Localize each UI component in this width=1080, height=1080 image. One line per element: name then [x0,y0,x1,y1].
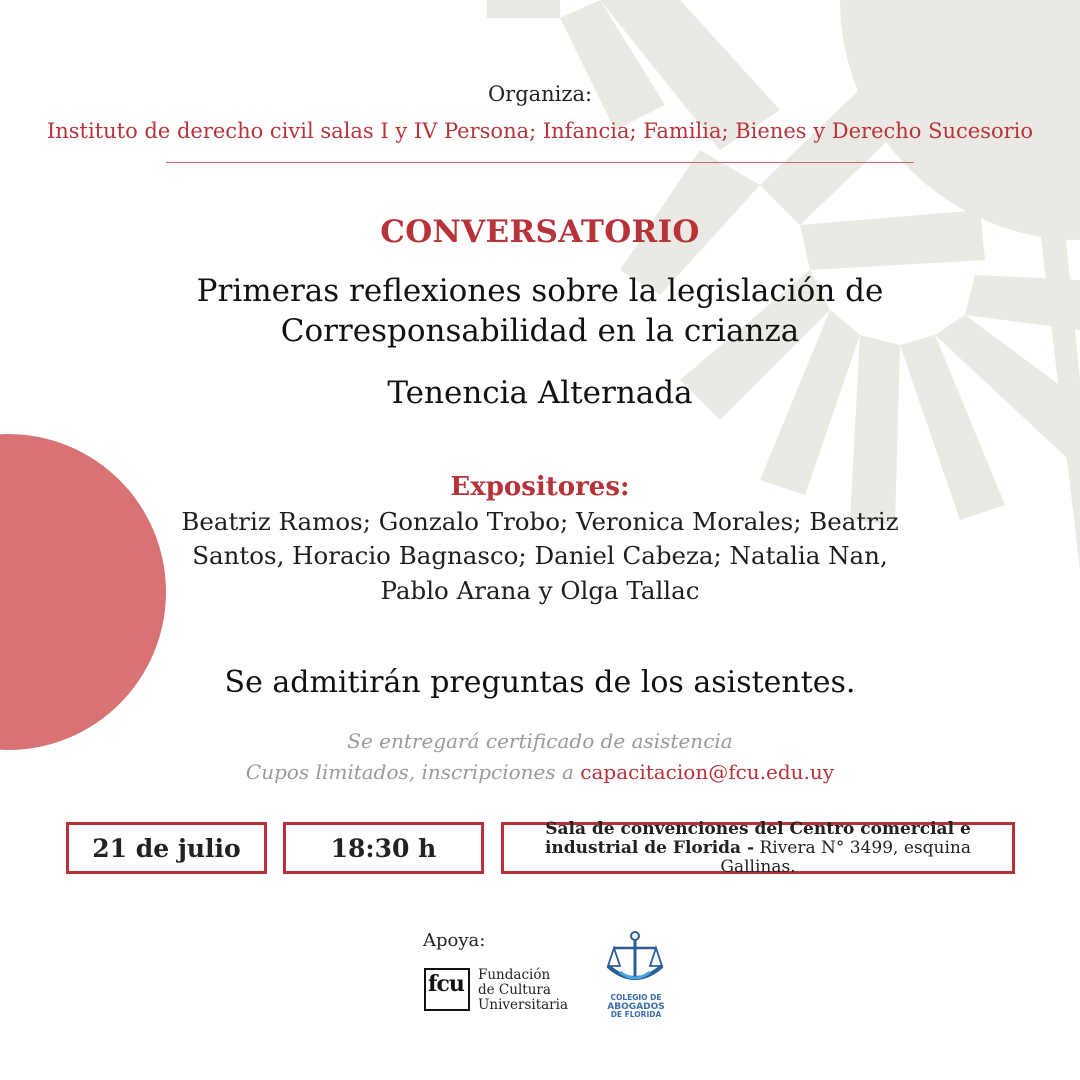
organiza-label: Organiza: [487,82,593,106]
event-title-line1: Primeras reflexiones sobre la legislación de [196,273,884,309]
expositores-line2: Santos, Horacio Bagnasco; Daniel Cabeza; Natalia Nan, [192,541,888,570]
event-title-line2: Corresponsabilidad en la crianza [280,313,800,349]
certificate-note: Se entregará certificado de asistencia [347,729,733,753]
event-date: 21 de julio [92,833,241,863]
fcu-name-line3: Universitaria [478,997,568,1013]
event-venue [518,820,998,877]
event-time: 18:30 h [330,833,437,863]
questions-note: Se admitirán preguntas de los asistentes. [224,665,856,700]
colegio-line1: COLEGIO DE [610,993,662,1002]
registration-prefix: Cupos limitados, inscripciones a [245,760,581,784]
colegio-line3: DE FLORIDA [610,1010,662,1019]
time-box [283,822,484,874]
organizer-name: Instituto de derecho civil salas I y IV Persona; Infancia; Familia; Bienes y Derecho Sucesorio [46,119,1034,143]
event-subtitle: Tenencia Alternada [387,375,693,411]
colegio-line2: ABOGADOS [607,1001,665,1012]
registration-note [0,760,1080,784]
fcu-name [478,968,568,1013]
fcu-logo-text: fcu [428,971,464,997]
expositores-label: Expositores: [450,472,630,502]
colegio-abogados-name [598,994,674,1020]
expositores-line1: Beatriz Ramos; Gonzalo Trobo; Veronica Morales; Beatriz [181,507,899,536]
header-divider [166,162,914,163]
fcu-name-line2: de Cultura [478,982,551,998]
fcu-name-line1: Fundación [478,967,551,983]
expositores-line3: Pablo Arana y Olga Tallac [380,576,700,605]
date-box [66,822,267,874]
support-label: Apoya: [423,930,486,951]
event-type: CONVERSATORIO [380,214,700,250]
venue-address: Rivera N° 3499, esquina Gallinas. [720,837,972,877]
venue-box [501,818,1015,877]
registration-email-link[interactable]: capacitacion@fcu.edu.uy [580,760,835,784]
venue-name: Sala de convenciones del Centro comercial e industrial de Florida - [544,818,971,858]
